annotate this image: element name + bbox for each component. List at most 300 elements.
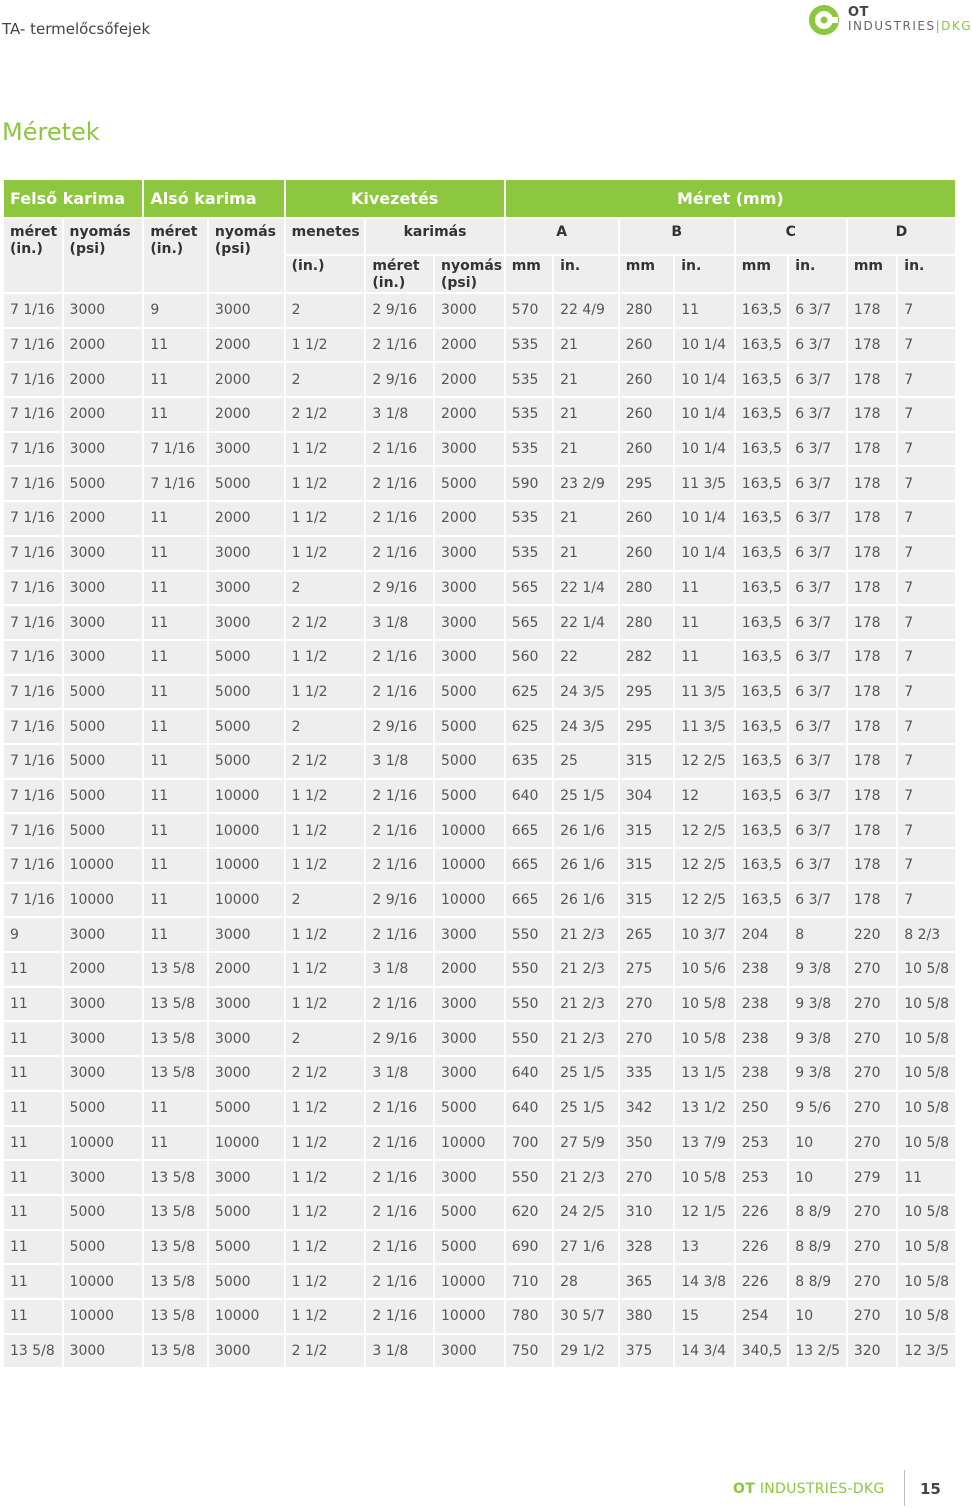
table-cell: 11: [144, 814, 207, 847]
page-number: 15: [920, 1480, 941, 1498]
table-cell: 7 1/16: [4, 676, 62, 709]
table-cell: 163,5: [736, 606, 787, 639]
table-cell: 238: [736, 988, 787, 1021]
table-cell: 7 1/16: [4, 329, 62, 362]
table-cell: 7: [898, 780, 955, 813]
table-cell: 260: [620, 537, 674, 570]
table-cell: 10 5/8: [898, 1127, 955, 1160]
table-cell: 2 1/16: [366, 329, 433, 362]
table-cell: 665: [506, 849, 552, 882]
table-cell: 13 2/5: [789, 1335, 846, 1368]
table-cell: 5000: [209, 1231, 284, 1264]
header-c-in: in.: [789, 256, 846, 292]
table-cell: 3000: [209, 988, 284, 1021]
table-cell: 5000: [209, 676, 284, 709]
table-cell: 3000: [64, 988, 143, 1021]
header-karimas-meret: méret (in.): [366, 256, 433, 292]
table-cell: 10 1/4: [675, 329, 734, 362]
table-cell: 21 2/3: [554, 1161, 618, 1194]
table-cell: 780: [506, 1300, 552, 1333]
table-cell: 6 3/7: [789, 745, 846, 778]
table-cell: 11: [4, 1161, 62, 1194]
table-cell: 178: [848, 849, 896, 882]
table-cell: 350: [620, 1127, 674, 1160]
table-cell: 163,5: [736, 849, 787, 882]
table-cell: 3 1/8: [366, 953, 433, 986]
table-cell: 3000: [435, 1022, 504, 1055]
table-cell: 6 3/7: [789, 363, 846, 396]
table-cell: 7: [898, 398, 955, 431]
table-cell: 550: [506, 953, 552, 986]
table-cell: 2: [286, 710, 365, 743]
table-cell: 11: [144, 780, 207, 813]
header-dim-a: A: [506, 219, 618, 254]
table-cell: 315: [620, 849, 674, 882]
table-cell: 7 1/16: [4, 502, 62, 535]
table-cell: 11: [4, 1022, 62, 1055]
header-c-mm: mm: [736, 256, 787, 292]
header-d-in: in.: [898, 256, 955, 292]
table-cell: 3000: [209, 1057, 284, 1090]
table-cell: 2000: [435, 363, 504, 396]
table-cell: 342: [620, 1092, 674, 1125]
table-cell: 320: [848, 1335, 896, 1368]
table-cell: 11: [144, 572, 207, 605]
table-cell: 13 5/8: [144, 988, 207, 1021]
header-a-in: in.: [554, 256, 618, 292]
table-cell: 270: [848, 1057, 896, 1090]
footer-divider: [904, 1470, 905, 1506]
header-karimas-nyomas: nyomás (psi): [435, 256, 504, 292]
table-cell: 2000: [435, 398, 504, 431]
table-body: [4, 294, 955, 1367]
table-cell: 163,5: [736, 745, 787, 778]
table-cell: 6 3/7: [789, 641, 846, 674]
table-cell: 163,5: [736, 676, 787, 709]
table-cell: 6 3/7: [789, 710, 846, 743]
table-cell: 2 1/16: [366, 1092, 433, 1125]
table-cell: 270: [620, 1022, 674, 1055]
table-cell: 2 1/2: [286, 1057, 365, 1090]
table-cell: 275: [620, 953, 674, 986]
table-cell: 10000: [64, 849, 143, 882]
table-cell: 7: [898, 606, 955, 639]
table-cell: 178: [848, 814, 896, 847]
table-cell: 665: [506, 814, 552, 847]
table-cell: 11: [144, 676, 207, 709]
table-cell: 535: [506, 433, 552, 466]
table-cell: 6 3/7: [789, 780, 846, 813]
table-cell: 163,5: [736, 502, 787, 535]
table-cell: 11: [675, 572, 734, 605]
table-cell: 2 1/2: [286, 1335, 365, 1368]
table-cell: 295: [620, 467, 674, 500]
table-cell: 640: [506, 1092, 552, 1125]
table-cell: 270: [848, 1127, 896, 1160]
table-row: [4, 398, 955, 431]
table-cell: 690: [506, 1231, 552, 1264]
table-cell: 7 1/16: [144, 433, 207, 466]
table-cell: 565: [506, 572, 552, 605]
table-cell: 3 1/8: [366, 1335, 433, 1368]
table-cell: 710: [506, 1265, 552, 1298]
table-cell: 10000: [209, 1300, 284, 1333]
table-cell: 535: [506, 329, 552, 362]
table-cell: 5000: [435, 1196, 504, 1229]
table-cell: 550: [506, 1161, 552, 1194]
table-cell: 13: [675, 1231, 734, 1264]
table-cell: 10000: [209, 814, 284, 847]
table-cell: 2: [286, 1022, 365, 1055]
table-cell: 375: [620, 1335, 674, 1368]
table-cell: 2 9/16: [366, 363, 433, 396]
table-cell: 2: [286, 363, 365, 396]
table-cell: 270: [848, 1231, 896, 1264]
table-cell: 11: [144, 502, 207, 535]
table-cell: 25 1/5: [554, 1092, 618, 1125]
table-cell: 163,5: [736, 433, 787, 466]
table-cell: 11: [4, 953, 62, 986]
footer-brand: OT INDUSTRIES-DKG: [733, 1481, 885, 1497]
table-row: [4, 1092, 955, 1125]
table-cell: 10000: [64, 1127, 143, 1160]
table-cell: 7: [898, 641, 955, 674]
table-cell: 10000: [435, 849, 504, 882]
table-cell: 7 1/16: [4, 537, 62, 570]
table-cell: 279: [848, 1161, 896, 1194]
table-cell: 2000: [435, 953, 504, 986]
table-cell: 10 5/8: [898, 1092, 955, 1125]
table-cell: 2 1/16: [366, 502, 433, 535]
table-cell: 9: [144, 294, 207, 327]
table-cell: 7: [898, 710, 955, 743]
table-cell: 5000: [209, 641, 284, 674]
table-cell: 7: [898, 502, 955, 535]
ot-industries-logo: [808, 4, 972, 38]
table-cell: 1 1/2: [286, 1265, 365, 1298]
table-cell: 7: [898, 849, 955, 882]
table-cell: 5000: [64, 467, 143, 500]
table-cell: 12 3/5: [898, 1335, 955, 1368]
table-cell: 1 1/2: [286, 676, 365, 709]
table-row: [4, 1231, 955, 1264]
table-cell: 310: [620, 1196, 674, 1229]
table-row: [4, 1300, 955, 1333]
table-cell: 7: [898, 467, 955, 500]
table-cell: 10: [789, 1127, 846, 1160]
table-cell: 2 9/16: [366, 572, 433, 605]
table-cell: 7 1/16: [4, 606, 62, 639]
table-cell: 178: [848, 884, 896, 917]
table-cell: 1 1/2: [286, 1196, 365, 1229]
table-cell: 226: [736, 1196, 787, 1229]
table-cell: 3000: [64, 537, 143, 570]
table-cell: 163,5: [736, 537, 787, 570]
table-cell: 1 1/2: [286, 329, 365, 362]
table-cell: 8 8/9: [789, 1265, 846, 1298]
table-cell: 2000: [64, 502, 143, 535]
table-cell: 178: [848, 329, 896, 362]
header-menetes-unit: (in.): [286, 256, 365, 292]
table-cell: 2 9/16: [366, 1022, 433, 1055]
table-cell: 178: [848, 641, 896, 674]
header-menetes: menetes: [286, 219, 365, 254]
table-cell: 11: [898, 1161, 955, 1194]
table-cell: 10 5/8: [898, 988, 955, 1021]
table-cell: 265: [620, 918, 674, 951]
table-cell: 3000: [435, 572, 504, 605]
table-cell: 3000: [64, 918, 143, 951]
table-cell: 535: [506, 537, 552, 570]
table-cell: 280: [620, 294, 674, 327]
table-cell: 260: [620, 502, 674, 535]
table-cell: 21 2/3: [554, 953, 618, 986]
table-cell: 2000: [209, 953, 284, 986]
table-cell: 3 1/8: [366, 398, 433, 431]
group-header-also-karima: Alsó karima: [144, 180, 283, 217]
table-cell: 13 5/8: [144, 1196, 207, 1229]
table-cell: 7 1/16: [4, 849, 62, 882]
table-cell: 5000: [435, 467, 504, 500]
table-cell: 7: [898, 363, 955, 396]
table-cell: 24 3/5: [554, 676, 618, 709]
table-cell: 2 1/16: [366, 1196, 433, 1229]
table-cell: 163,5: [736, 641, 787, 674]
header-a-mm: mm: [506, 256, 552, 292]
group-header-kivezetes: Kivezetés: [286, 180, 504, 217]
table-cell: 2: [286, 294, 365, 327]
table-cell: 535: [506, 502, 552, 535]
table-cell: 13 1/5: [675, 1057, 734, 1090]
table-cell: 665: [506, 884, 552, 917]
table-cell: 6 3/7: [789, 502, 846, 535]
table-row: [4, 988, 955, 1021]
table-cell: 3000: [435, 606, 504, 639]
table-row: [4, 918, 955, 951]
table-cell: 226: [736, 1231, 787, 1264]
table-cell: 22 1/4: [554, 606, 618, 639]
header-b-in: in.: [675, 256, 734, 292]
table-cell: 2 1/2: [286, 398, 365, 431]
table-cell: 2 1/16: [366, 849, 433, 882]
table-cell: 10 5/8: [898, 1022, 955, 1055]
table-row: [4, 676, 955, 709]
table-cell: 253: [736, 1127, 787, 1160]
table-cell: 3000: [209, 918, 284, 951]
table-row: [4, 606, 955, 639]
table-cell: 5000: [64, 814, 143, 847]
table-cell: 9 3/8: [789, 1022, 846, 1055]
table-cell: 3000: [209, 1161, 284, 1194]
table-cell: 570: [506, 294, 552, 327]
table-cell: 2 9/16: [366, 294, 433, 327]
table-cell: 8 2/3: [898, 918, 955, 951]
table-cell: 178: [848, 398, 896, 431]
table-cell: 13 5/8: [4, 1335, 62, 1368]
table-cell: 3 1/8: [366, 1057, 433, 1090]
table-cell: 625: [506, 710, 552, 743]
table-cell: 22 1/4: [554, 572, 618, 605]
table-cell: 7: [898, 884, 955, 917]
table-cell: 3000: [209, 537, 284, 570]
table-cell: 5000: [64, 1231, 143, 1264]
table-cell: 270: [620, 988, 674, 1021]
table-cell: 29 1/2: [554, 1335, 618, 1368]
header-felso-nyomas: nyomás (psi): [64, 219, 143, 292]
table-cell: 365: [620, 1265, 674, 1298]
table-cell: 13 7/9: [675, 1127, 734, 1160]
table-cell: 9: [4, 918, 62, 951]
table-cell: 7: [898, 572, 955, 605]
table-cell: 13 5/8: [144, 1300, 207, 1333]
table-cell: 15: [675, 1300, 734, 1333]
table-row: [4, 710, 955, 743]
table-cell: 7: [898, 329, 955, 362]
table-cell: 11: [675, 606, 734, 639]
table-cell: 11: [144, 745, 207, 778]
table-cell: 250: [736, 1092, 787, 1125]
table-row: [4, 329, 955, 362]
group-header-row: [4, 180, 955, 217]
table-cell: 3000: [435, 988, 504, 1021]
table-cell: 535: [506, 363, 552, 396]
header-dim-b: B: [620, 219, 734, 254]
table-cell: 163,5: [736, 467, 787, 500]
table-cell: 1 1/2: [286, 433, 365, 466]
table-cell: 10 1/4: [675, 537, 734, 570]
table-cell: 1 1/2: [286, 849, 365, 882]
table-cell: 1 1/2: [286, 1127, 365, 1160]
table-cell: 3000: [435, 1161, 504, 1194]
table-cell: 238: [736, 953, 787, 986]
table-cell: 238: [736, 1022, 787, 1055]
group-header-felso-karima: Felső karima: [4, 180, 142, 217]
table-cell: 13 5/8: [144, 1057, 207, 1090]
section-title: Méretek: [2, 118, 100, 146]
table-cell: 10000: [209, 884, 284, 917]
table-cell: 7: [898, 745, 955, 778]
table-row: [4, 884, 955, 917]
table-cell: 163,5: [736, 294, 787, 327]
table-cell: 10 5/8: [675, 988, 734, 1021]
table-cell: 6 3/7: [789, 676, 846, 709]
table-cell: 11: [144, 606, 207, 639]
table-row: [4, 572, 955, 605]
table-cell: 12 2/5: [675, 814, 734, 847]
table-cell: 12 2/5: [675, 884, 734, 917]
table-cell: 10000: [64, 1300, 143, 1333]
table-cell: 5000: [64, 745, 143, 778]
table-cell: 13 1/2: [675, 1092, 734, 1125]
table-cell: 178: [848, 606, 896, 639]
table-cell: 11: [144, 849, 207, 882]
table-row: [4, 1161, 955, 1194]
table-cell: 5000: [64, 1092, 143, 1125]
table-cell: 10 5/8: [675, 1022, 734, 1055]
table-cell: 270: [848, 1092, 896, 1125]
table-cell: 10 1/4: [675, 398, 734, 431]
table-cell: 21 2/3: [554, 1022, 618, 1055]
table-cell: 10000: [209, 849, 284, 882]
table-cell: 3000: [64, 1022, 143, 1055]
table-cell: 10000: [209, 780, 284, 813]
header-b-mm: mm: [620, 256, 674, 292]
logo-industries-text: INDUSTRIES|DKG: [848, 19, 972, 33]
table-cell: 23 2/9: [554, 467, 618, 500]
table-cell: 163,5: [736, 884, 787, 917]
table-cell: 1 1/2: [286, 1231, 365, 1264]
table-cell: 10 5/8: [898, 1231, 955, 1264]
table-cell: 163,5: [736, 363, 787, 396]
table-cell: 2 1/16: [366, 537, 433, 570]
table-cell: 2000: [209, 502, 284, 535]
table-cell: 10 5/8: [675, 1161, 734, 1194]
table-cell: 11: [675, 294, 734, 327]
table-row: [4, 1022, 955, 1055]
table-cell: 7: [898, 814, 955, 847]
header-felso-meret: méret (in.): [4, 219, 62, 292]
table-cell: 315: [620, 814, 674, 847]
table-cell: 10000: [435, 1300, 504, 1333]
table-cell: 7 1/16: [4, 745, 62, 778]
table-cell: 13 5/8: [144, 1161, 207, 1194]
table-cell: 625: [506, 676, 552, 709]
table-cell: 270: [620, 1161, 674, 1194]
table-cell: 282: [620, 641, 674, 674]
table-cell: 25 1/5: [554, 1057, 618, 1090]
table-cell: 5000: [435, 676, 504, 709]
table-cell: 590: [506, 467, 552, 500]
table-cell: 10 1/4: [675, 433, 734, 466]
table-cell: 21: [554, 433, 618, 466]
table-cell: 10 5/8: [898, 1265, 955, 1298]
table-cell: 178: [848, 433, 896, 466]
table-cell: 11: [4, 1231, 62, 1264]
table-cell: 7 1/16: [4, 363, 62, 396]
table-cell: 28: [554, 1265, 618, 1298]
table-cell: 5000: [64, 710, 143, 743]
table-cell: 10000: [435, 1127, 504, 1160]
table-cell: 12 1/5: [675, 1196, 734, 1229]
table-cell: 178: [848, 745, 896, 778]
table-cell: 7 1/16: [4, 467, 62, 500]
table-row: [4, 849, 955, 882]
table-cell: 178: [848, 294, 896, 327]
table-cell: 2 1/16: [366, 1127, 433, 1160]
table-cell: 3000: [435, 641, 504, 674]
table-cell: 5000: [64, 676, 143, 709]
table-cell: 640: [506, 1057, 552, 1090]
table-cell: 3000: [64, 294, 143, 327]
table-cell: 11 3/5: [675, 467, 734, 500]
table-cell: 7 1/16: [4, 398, 62, 431]
table-cell: 2 1/16: [366, 918, 433, 951]
table-row: [4, 780, 955, 813]
table-cell: 3000: [64, 1057, 143, 1090]
table-cell: 7 1/16: [4, 780, 62, 813]
table-cell: 260: [620, 398, 674, 431]
table-cell: 1 1/2: [286, 1092, 365, 1125]
table-cell: 11: [4, 1127, 62, 1160]
table-cell: 560: [506, 641, 552, 674]
table-cell: 21: [554, 537, 618, 570]
table-cell: 14 3/4: [675, 1335, 734, 1368]
table-cell: 280: [620, 572, 674, 605]
table-cell: 254: [736, 1300, 787, 1333]
table-cell: 10000: [435, 1265, 504, 1298]
table-cell: 11: [144, 1092, 207, 1125]
table-cell: 178: [848, 363, 896, 396]
